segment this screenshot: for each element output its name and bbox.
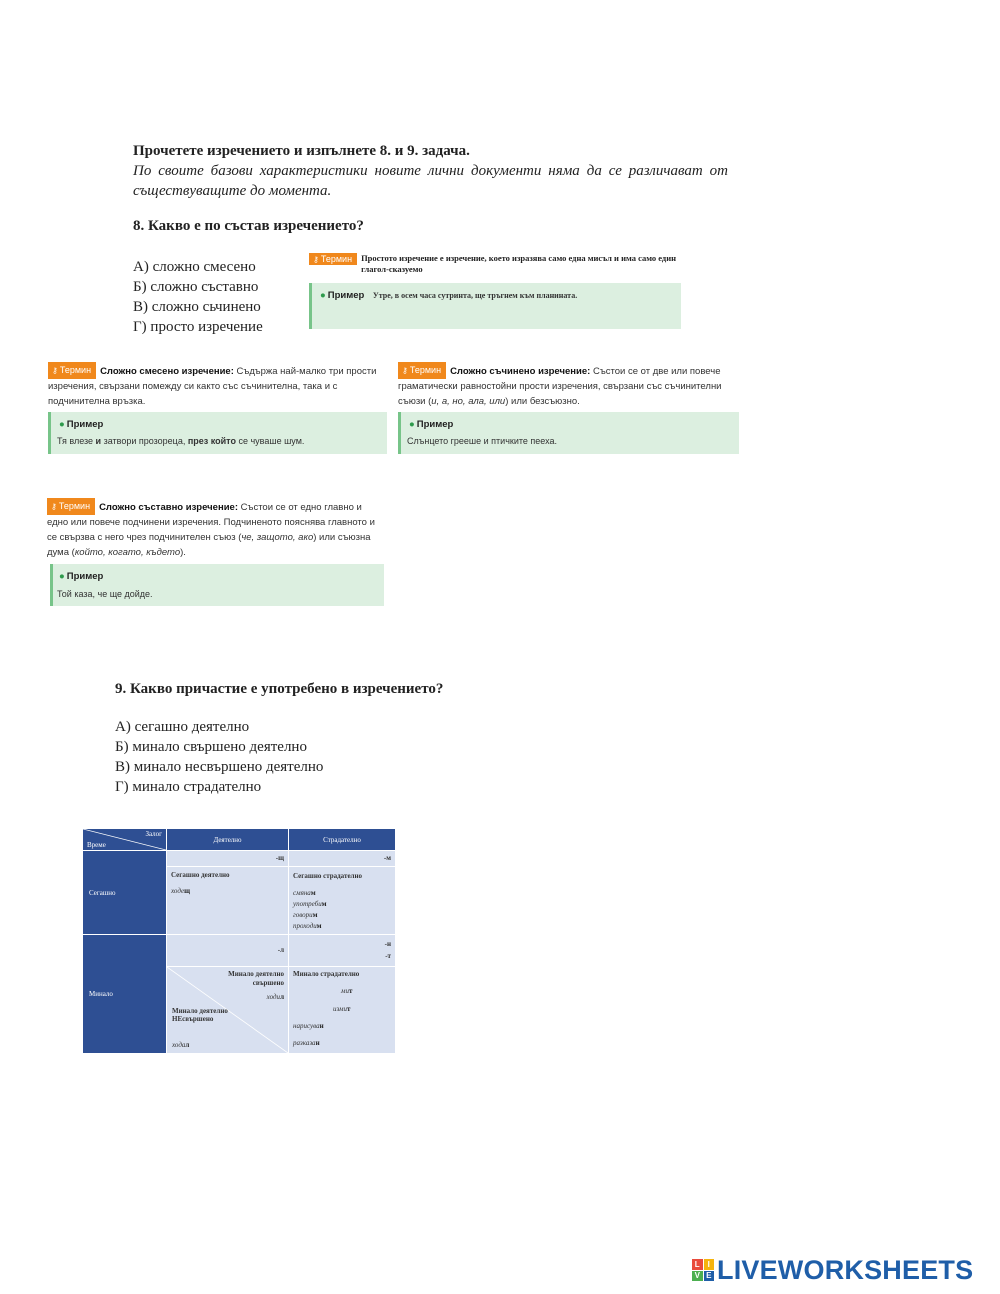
option-a[interactable]: А) сложно смесено [133, 259, 256, 275]
term-tag: ⚷ Термин [309, 253, 357, 265]
example-complex-box: ● Пример Той каза, че ще дойде. [50, 564, 384, 606]
question-9-title: 9. Какво причастие е употребено в изречението? [115, 681, 444, 697]
table-corner: Залог Време [83, 829, 166, 850]
question-8-options [133, 257, 263, 337]
present-passive-suffix: -м [289, 851, 395, 866]
term-mixed-sentence [48, 362, 386, 409]
past-passive-suffix: -н -т [289, 935, 395, 966]
term-complex-name: Сложно съставно изречение: [99, 502, 238, 513]
lightbulb-icon: ● [409, 419, 415, 430]
option-c[interactable]: В) сложно сьчинено [133, 299, 261, 315]
option-a[interactable]: А) сегашно деятелно [115, 719, 250, 735]
key-icon: ⚷ [402, 366, 408, 375]
present-active-cell: Сегашно деятелно ходещ [167, 867, 288, 934]
example-compound-box: ● Пример Слънцето грееше и птичките пееха. [398, 412, 739, 454]
term-simple-text: Простото изречение е изречение, което изразява само една мисъл и има само един глагол-сказуемо [361, 253, 677, 274]
term-tag: ⚷ Термин [47, 498, 95, 515]
key-icon: ⚷ [52, 366, 58, 375]
row-past-header: Минало [83, 935, 166, 1053]
term-complex-sentence: ⚷ Термин Сложно съставно изречение: Състои се от едно главно и едно или повече подчинени изречения. Подчиненото пояснява главното и се свързва с него чрез подчинителен съюз (че, защото, ако) или съюзна дума (който, когато, където). [47, 498, 385, 560]
example-complex-text: Той каза, че ще дойде. [57, 589, 153, 599]
example-simple-box [309, 283, 681, 329]
option-c[interactable]: В) минало несвършено деятелно [115, 759, 324, 775]
option-b[interactable]: Б) сложно съставно [133, 279, 259, 295]
term-compound-name: Сложно съчинено изречение: [450, 366, 591, 377]
question-9-options [115, 717, 323, 797]
logo-mark-icon: L I V E [692, 1259, 714, 1281]
intro-sentence: По своите базови характеристики новите лични документи няма да се различават от съществуващите до момента. [133, 163, 728, 199]
lightbulb-icon: ● [59, 571, 65, 582]
lightbulb-icon: ● [320, 290, 326, 301]
term-compound-sentence: ⚷ Термин Сложно съчинено изречение: Състои се от две или повече граматически равностойни прости изречения, свързани със съчинителни съюзи (и, а, но, ала, или) или безсъюзно. [398, 362, 738, 409]
intro-title: Прочетете изречението и изпълнете 8. и 9. задача. [133, 143, 470, 159]
term-mixed-name: Сложно смесено изречение: [100, 366, 234, 377]
term-tag: ⚷ Термин [48, 362, 96, 379]
participle-table [83, 829, 395, 1053]
liveworksheets-logo[interactable] [692, 1255, 973, 1285]
term-mixed-text: Съдържа най-малко три прости изречения, свързани помежду си както със съчинителна, така и с подчинителна връзка. [48, 366, 377, 407]
term-simple-sentence [309, 253, 709, 275]
example-mixed-box: ● Пример Тя влезе и затвори прозореца, през който се чуваше шум. [48, 412, 387, 454]
key-icon: ⚷ [313, 255, 319, 264]
logo-text: LIVEWORKSHEETS [717, 1254, 974, 1285]
col-active-header: Деятелно [167, 829, 288, 850]
present-active-suffix: -щ [167, 851, 288, 866]
past-active-cell: Минало деятелно свършено ходил Минало деятелно НЕсвършено ходал [167, 967, 288, 1053]
option-d[interactable]: Г) просто изречение [133, 319, 263, 335]
present-passive-cell: Сегашно страдателно смянам употребим говорим проходим [289, 867, 395, 934]
example-simple-text: Утре, в осем часа сутринта, ще тръгнем към планината. [372, 291, 578, 300]
example-mixed-text: Тя влезе и затвори прозореца, през който се чуваше шум. [57, 436, 305, 446]
example-compound-text: Слънцето грееше и птичките пееха. [407, 436, 557, 446]
past-passive-cell: Минало страдателно мит измит нарисуван разказан [289, 967, 395, 1053]
term-tag: ⚷ Термин [398, 362, 446, 379]
example-label: Пример [327, 290, 365, 301]
past-active-suffix: -л [167, 935, 288, 966]
row-present-header: Сегашно [83, 851, 166, 934]
lightbulb-icon: ● [59, 419, 65, 430]
key-icon: ⚷ [51, 502, 57, 511]
question-8-title: 8. Какво е по състав изречението? [133, 218, 364, 234]
option-b[interactable]: Б) минало свършено деятелно [115, 739, 307, 755]
option-d[interactable]: Г) минало страдателно [115, 779, 262, 795]
col-passive-header: Страдателно [289, 829, 395, 850]
